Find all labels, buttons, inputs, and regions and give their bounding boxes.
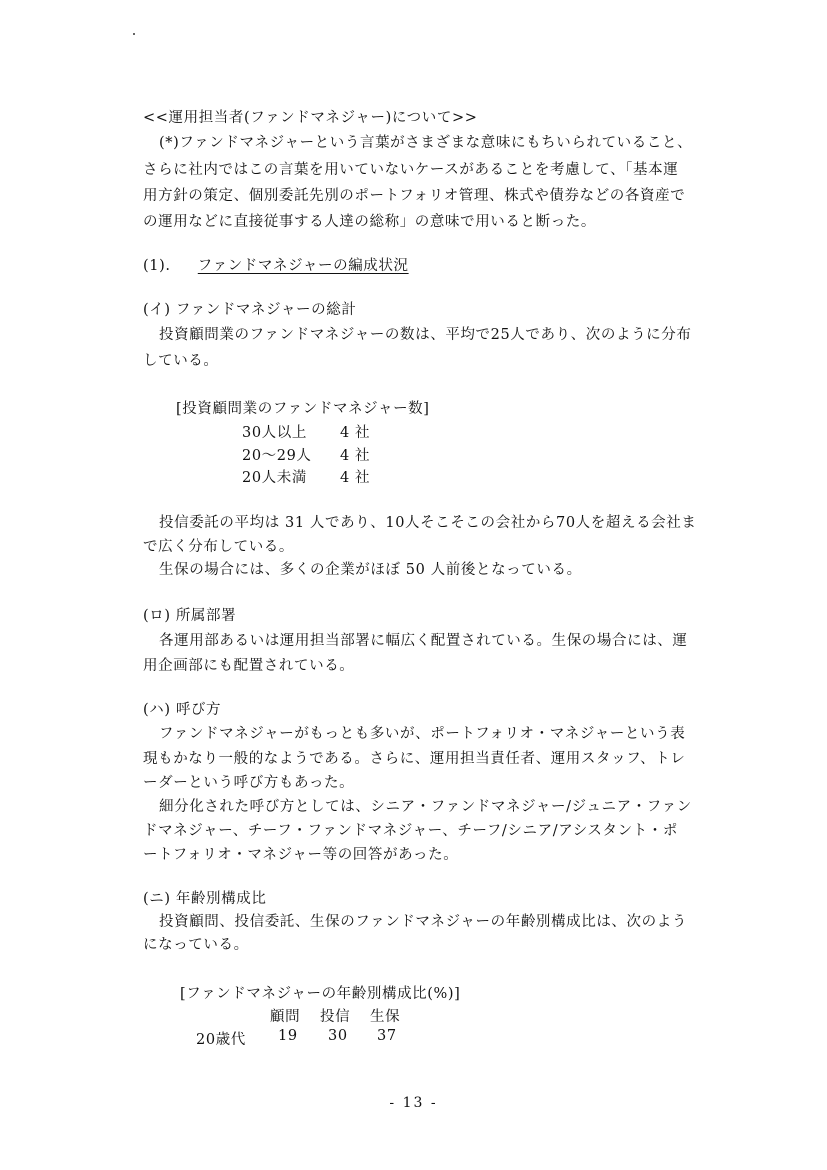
table1-row-value: 4 社 xyxy=(340,448,371,464)
sub-d-title: (ニ) 年齢別構成比 xyxy=(143,891,267,907)
heading-1-title: ファンドマネジャーの編成状況 xyxy=(197,258,409,274)
table1-title: [投資顧問業のファンドマネジャー数] xyxy=(176,401,430,417)
intro-line-1: (*)ファンドマネジャーという言葉がさまざまな意味にもちいられていること、 xyxy=(159,135,693,151)
sub-c-line-3: ーダーという呼び方もあった。 xyxy=(143,775,355,791)
sub-c-line-6: ートフォリオ・マネジャー等の回答があった。 xyxy=(143,847,459,863)
sub-c-line-1: ファンドマネジャーがもっとも多いが、ポートフォリオ・マネジャーという表 xyxy=(159,726,686,742)
table2-cell: 19 xyxy=(278,1028,298,1044)
intro-line-4: の運用などに直接従事する人達の総称」の意味で用いると断った。 xyxy=(143,214,596,230)
sub-a-line-2: している。 xyxy=(143,353,219,369)
table2-title: [ファンドマネジャーの年齢別構成比(%)] xyxy=(180,986,461,1002)
heading-1 xyxy=(143,256,743,276)
intro-line-3: 用方針の策定、個別委託先別のポートフォリオ管理、株式や債券などの各資産で xyxy=(143,188,686,204)
sub-c-line-5: ドマネジャー、チーフ・ファンドマネジャー、チーフ/シニア/アシスタント・ポ xyxy=(143,823,678,839)
table1-row-label: 30人以上 xyxy=(242,425,307,441)
section-title: <<運用担当者(ファンドマネジャー)について>> xyxy=(143,110,478,126)
table2-row-label: 20歳代 xyxy=(196,1032,246,1048)
table2-cell: 37 xyxy=(377,1028,397,1044)
heading-1-number: (1). xyxy=(143,258,171,274)
scan-speck xyxy=(133,33,135,35)
table1-row-value: 4 社 xyxy=(340,425,371,441)
table2-header-cell: 生保 xyxy=(370,1009,401,1025)
sub-a-title: (イ) ファンドマネジャーの総計 xyxy=(143,302,357,318)
sub-b-title: (ロ) 所属部署 xyxy=(143,608,237,624)
after-table1-line-1: 投信委託の平均は 31 人であり、10人そこそこの会社から70人を超える会社ま xyxy=(159,515,697,531)
table2-cell: 30 xyxy=(328,1028,348,1044)
intro-line-2: さらに社内ではこの言葉を用いていないケースがあることを考慮して、「基本運 xyxy=(143,162,679,178)
page-number: - 13 - xyxy=(389,1095,438,1111)
table2-header-cell: 投信 xyxy=(320,1009,351,1025)
sub-b-line-1: 各運用部あるいは運用担当部署に幅広く配置されている。生保の場合には、運 xyxy=(159,633,688,649)
sub-d-line-2: になっている。 xyxy=(143,937,249,953)
table1-row-label: 20〜29人 xyxy=(242,448,312,464)
sub-c-title: (ハ) 呼び方 xyxy=(143,702,222,718)
sub-a-line-1: 投資顧問業のファンドマネジャーの数は、平均で25人であり、次のように分布 xyxy=(159,327,692,343)
table2-header-cell: 顧問 xyxy=(270,1009,301,1025)
sub-c-line-4: 細分化された呼び方としては、シニア・ファンドマネジャー/ジュニア・ファン xyxy=(159,799,692,815)
table1-row-label: 20人未満 xyxy=(242,470,307,486)
after-table1-line-3: 生保の場合には、多くの企業がほぼ 50 人前後となっている。 xyxy=(159,562,582,578)
after-table1-line-2: で広く分布している。 xyxy=(143,539,294,555)
sub-c-line-2: 現もかなり一般的なようである。さらに、運用担当責任者、運用スタッフ、トレ xyxy=(143,751,686,767)
table1-row-value: 4 社 xyxy=(340,470,371,486)
sub-b-line-2: 用企画部にも配置されている。 xyxy=(143,658,355,674)
sub-d-line-1: 投資顧問、投信委託、生保のファンドマネジャーの年齢別構成比は、次のよう xyxy=(159,914,687,930)
